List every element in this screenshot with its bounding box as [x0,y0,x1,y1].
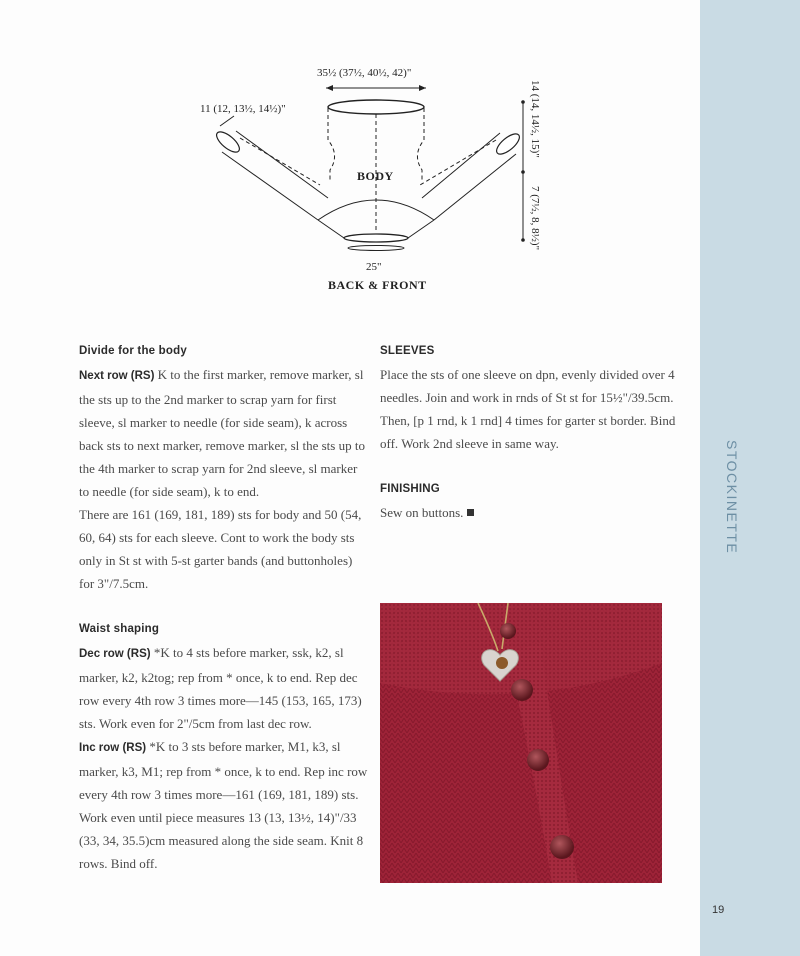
arrow-head-left [326,85,333,91]
top-width-label: 35½ (37½, 40½, 42)" [317,67,412,79]
finishing-text: Sew on buttons. [380,505,464,520]
pendant-charm [496,657,508,669]
yoke-length-label: 7 (7½, 8, 8½)" [529,186,541,251]
right-sleeve-dashed [420,140,496,185]
hem-opening [344,234,408,242]
end-mark-icon [467,509,474,516]
dec-row-run: Dec row (RS) [79,648,151,660]
lower-width-label: 25" [366,261,382,273]
schematic-caption: BACK & FRONT [328,278,427,292]
inc-row-text: *K to 3 sts before marker, M1, k3, sl marker, k3, M1; rep from * once, k to end. Rep inc row every 4th row 3 times more—161 (169, 181, 189) sts. Work even until piece measures 13 (13, 13½, 14)"/33 (33, 34, 35.5)cm measured along the side seam. Knit 8 rows. Bind off. [79,739,368,871]
arrow-head-right [419,85,426,91]
dec-row-instruction [79,641,369,735]
sweater-photo [380,603,662,883]
button-1 [500,623,516,639]
lower-width-arrow [348,246,404,251]
dim-dot-mid [521,170,525,174]
left-sleeve-dashed [240,138,320,185]
stitch-count-paragraph: There are 161 (169, 181, 189) sts for body and 50 (54, 60, 64) sts for each sleeve. Cont to work the body sts only in St st with 5-st garter bands (and buttonholes) for 3"/7.5cm. [79,507,362,591]
finishing-paragraph [380,501,680,524]
garment-schematic [190,60,570,300]
left-column [79,340,369,875]
next-row-text: K to the first marker, remove marker, sl the sts up to the 2nd marker to scrap yarn for first sleeve, sl marker to needle (for side seam), k across back sts to next marker, remove marker, sl the sts up to the 4th marker to scrap yarn for 2nd sleeve, sl marker to needle (for side seam), k to end. [79,367,365,499]
waist-heading: Waist shaping [79,623,160,635]
section-tab-label [722,440,742,555]
divide-heading: Divide for the body [79,345,187,357]
total-length-label: 14 (14, 14½, 15)" [529,80,541,158]
section-label-text: STOCKINETTE [724,440,740,555]
right-column [380,340,680,524]
neck-opening [328,100,424,114]
dim-dot-bottom [521,238,525,242]
body-label: BODY [357,169,394,183]
dec-row-text: *K to 4 sts before marker, ssk, k2, sl marker, k2, k2tog; rep from * once, k to end. Rep dec row every 4th row 3 times more—145 (153, 165, 173) sts. Work even for 2"/5cm from last dec row. [79,645,362,731]
yoke-curve [318,200,434,220]
sleeves-heading: SLEEVES [380,345,435,357]
inc-row-run: Inc row (RS) [79,742,147,754]
sleeves-text: Place the sts of one sleeve on dpn, evenly divided over 4 needles. Join and work in rnds of St st for 15½"/39.5cm. Then, [p 1 rnd, k 1 rnd] 4 times for garter st border. Bind off. Work 2nd sleeve in same way. [380,367,676,451]
button-2 [511,679,533,701]
button-4 [550,835,574,859]
page-number: 19 [712,904,725,916]
sleeve-width-label: 11 (12, 13½, 14½)" [200,103,286,115]
dim-dot-top [521,100,525,104]
sleeve-width-leader [220,116,234,126]
inc-row-instruction [79,735,369,875]
button-3 [527,749,549,771]
finishing-heading: FINISHING [380,483,440,495]
side-tab [700,0,800,956]
next-row-run: Next row (RS) [79,370,155,382]
next-row-instruction [79,363,369,503]
